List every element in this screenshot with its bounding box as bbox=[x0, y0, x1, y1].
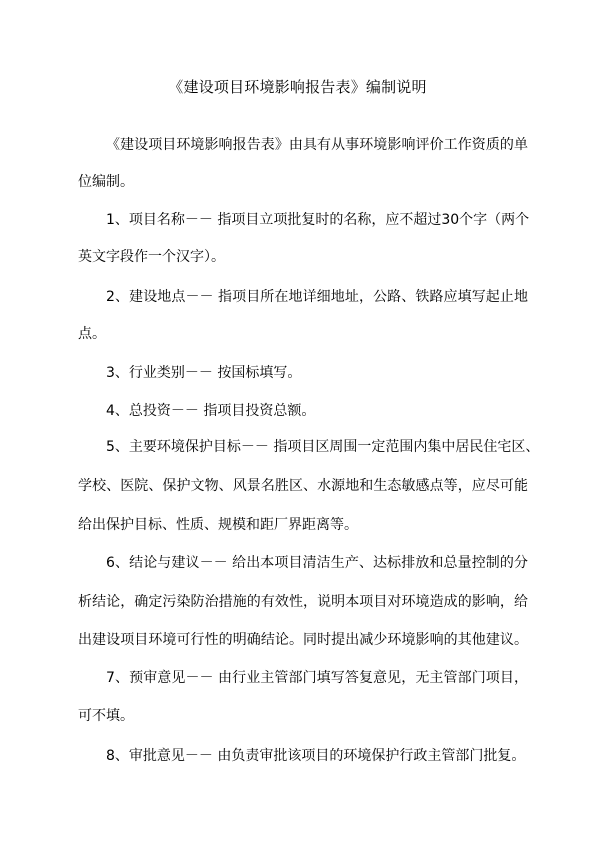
item-6-line-3: 出建设项目环境可行性的明确结论。同时提出减少环境影响的其他建议。 bbox=[78, 632, 528, 648]
item-6-line-2: 析结论，确定污染防治措施的有效性，说明本项目对环境造成的影响，给 bbox=[78, 594, 528, 610]
document-title: 《建设项目环境影响报告表》编制说明 bbox=[168, 78, 427, 96]
item-5-line-1: 5、主要环境保护目标－－ 指项目区周围一定范围内集中居民住宅区、 bbox=[106, 439, 540, 455]
item-5-line-2: 学校、医院、保护文物、风景名胜区、水源地和生态敏感点等，应尽可能 bbox=[78, 478, 528, 494]
item-3-line-1: 3、行业类别－－ 按国标填写。 bbox=[106, 365, 302, 381]
item-4-line-1: 4、总投资－－ 指项目投资总额。 bbox=[106, 403, 316, 419]
item-2-line-1: 2、建设地点－－ 指项目所在地详细地址，公路、铁路应填写起止地 bbox=[106, 289, 528, 305]
item-7-line-1: 7、预审意见－－ 由行业主管部门填写答复意见，无主管部门项目， bbox=[106, 670, 528, 686]
item-6-line-1: 6、结论与建议－－ 给出本项目清洁生产、达标排放和总量控制的分 bbox=[106, 555, 528, 571]
item-5-line-3: 给出保护目标、性质、规模和距厂界距离等。 bbox=[78, 517, 358, 533]
intro-paragraph-line-2: 位编制。 bbox=[78, 174, 134, 190]
intro-paragraph-line-1: 《建设项目环境影响报告表》由具有从事环境影响评价工作资质的单 bbox=[106, 137, 528, 153]
item-7-line-2: 可不填。 bbox=[78, 708, 134, 724]
item-1-line-1: 1、项目名称－－ 指项目立项批复时的名称，应不超过30个字（两个 bbox=[106, 212, 530, 228]
item-1-line-2: 英文字段作一个汉字）。 bbox=[78, 249, 225, 265]
item-8-line-1: 8、审批意见－－ 由负责审批该项目的环境保护行政主管部门批复。 bbox=[106, 748, 526, 764]
item-2-line-2: 点。 bbox=[78, 326, 106, 342]
